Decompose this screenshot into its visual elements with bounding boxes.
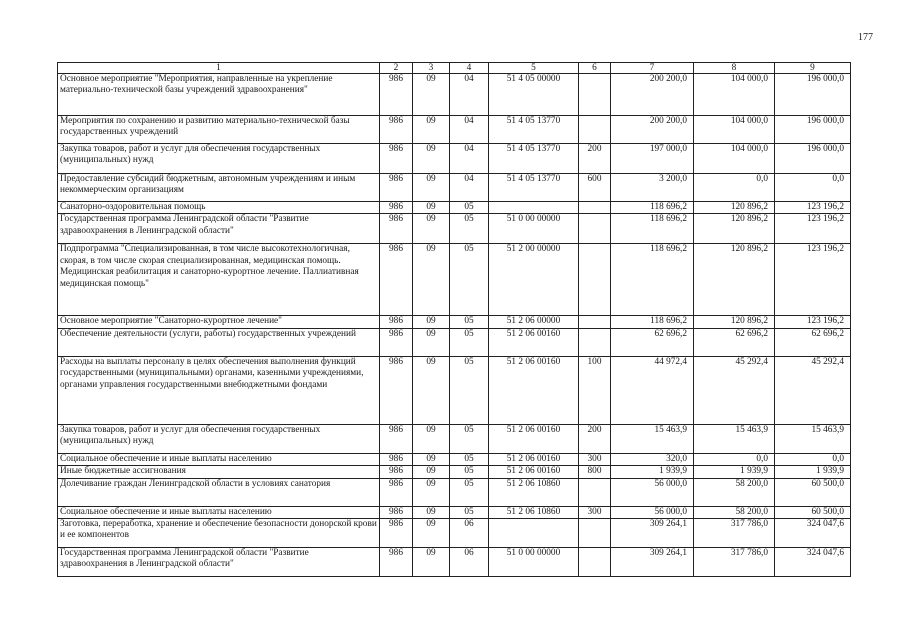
row-name-cell: Предоставление субсидий бюджетным, автономным учреждениям и иным некоммерческим организациям <box>58 174 380 202</box>
amount-year-3-cell: 123 196,2 <box>775 316 851 328</box>
target-article-cell: 51 2 06 00160 <box>489 328 579 356</box>
target-article-cell <box>489 202 579 214</box>
subsection-cell: 05 <box>450 316 489 328</box>
admin-code-cell: 986 <box>380 316 413 328</box>
table-body <box>58 63 851 577</box>
table-row <box>58 453 851 465</box>
section-cell: 09 <box>413 519 450 548</box>
subsection-cell: 06 <box>450 519 489 548</box>
subsection-cell: 05 <box>450 202 489 214</box>
amount-year-1-cell: 56 000,0 <box>611 506 694 518</box>
amount-year-3-cell: 62 696,2 <box>775 328 851 356</box>
target-article-cell: 51 2 06 00000 <box>489 316 579 328</box>
admin-code-cell: 986 <box>380 202 413 214</box>
row-name-cell: Расходы на выплаты персоналу в целях обеспечения выполнения функций государственными (муниципальными) органами, казенными учреждениями, органами управления государственными внебюджетными фондами <box>58 356 380 424</box>
target-article-cell: 51 2 00 00000 <box>489 244 579 316</box>
amount-year-1-cell: 309 264,1 <box>611 519 694 548</box>
expense-type-cell: 200 <box>579 424 611 453</box>
expense-type-cell: 100 <box>579 356 611 424</box>
amount-year-2-cell: 1 939,9 <box>694 466 775 478</box>
section-cell: 09 <box>413 424 450 453</box>
amount-year-3-cell: 123 196,2 <box>775 214 851 244</box>
admin-code-cell: 986 <box>380 424 413 453</box>
amount-year-1-cell: 62 696,2 <box>611 328 694 356</box>
amount-year-3-cell: 60 500,0 <box>775 478 851 506</box>
table-row <box>58 519 851 548</box>
table-row <box>58 174 851 202</box>
target-article-cell: 51 0 00 00000 <box>489 548 579 577</box>
section-cell: 09 <box>413 116 450 144</box>
amount-year-3-cell: 196 000,0 <box>775 144 851 174</box>
expense-type-cell <box>579 548 611 577</box>
amount-year-3-cell: 15 463,9 <box>775 424 851 453</box>
admin-code-cell: 986 <box>380 214 413 244</box>
table-row <box>58 74 851 116</box>
header-cell: 3 <box>413 63 450 74</box>
target-article-cell: 51 2 06 00160 <box>489 453 579 465</box>
header-cell: 4 <box>450 63 489 74</box>
amount-year-3-cell: 0,0 <box>775 174 851 202</box>
section-cell: 09 <box>413 328 450 356</box>
amount-year-2-cell: 45 292,4 <box>694 356 775 424</box>
expense-type-cell: 300 <box>579 506 611 518</box>
section-cell: 09 <box>413 356 450 424</box>
section-cell: 09 <box>413 548 450 577</box>
table-row <box>58 144 851 174</box>
row-name-cell: Долечивание граждан Ленинградской области в условиях санатория <box>58 478 380 506</box>
row-name-cell: Государственная программа Ленинградской области "Развитие здравоохранения в Ленинградской области" <box>58 214 380 244</box>
target-article-cell: 51 2 06 00160 <box>489 466 579 478</box>
admin-code-cell: 986 <box>380 244 413 316</box>
row-name-cell: Социальное обеспечение и иные выплаты населению <box>58 506 380 518</box>
amount-year-2-cell: 317 786,0 <box>694 519 775 548</box>
amount-year-1-cell: 1 939,9 <box>611 466 694 478</box>
section-cell: 09 <box>413 466 450 478</box>
subsection-cell: 04 <box>450 116 489 144</box>
amount-year-1-cell: 3 200,0 <box>611 174 694 202</box>
amount-year-1-cell: 118 696,2 <box>611 202 694 214</box>
amount-year-3-cell: 123 196,2 <box>775 202 851 214</box>
amount-year-2-cell: 120 896,2 <box>694 316 775 328</box>
section-cell: 09 <box>413 174 450 202</box>
expense-type-cell <box>579 214 611 244</box>
target-article-cell: 51 4 05 13770 <box>489 174 579 202</box>
header-cell: 6 <box>579 63 611 74</box>
table-row <box>58 356 851 424</box>
amount-year-2-cell: 120 896,2 <box>694 202 775 214</box>
expense-type-cell <box>579 74 611 116</box>
section-cell: 09 <box>413 506 450 518</box>
section-cell: 09 <box>413 453 450 465</box>
page-number: 177 <box>858 32 873 43</box>
subsection-cell: 05 <box>450 356 489 424</box>
expense-type-cell <box>579 519 611 548</box>
amount-year-3-cell: 123 196,2 <box>775 244 851 316</box>
table-row <box>58 214 851 244</box>
table-row <box>58 548 851 577</box>
amount-year-2-cell: 0,0 <box>694 174 775 202</box>
target-article-cell: 51 2 06 10860 <box>489 478 579 506</box>
subsection-cell: 05 <box>450 244 489 316</box>
row-name-cell: Обеспечение деятельности (услуги, работы) государственных учреждений <box>58 328 380 356</box>
header-cell: 9 <box>775 63 851 74</box>
table-row <box>58 116 851 144</box>
amount-year-2-cell: 0,0 <box>694 453 775 465</box>
budget-table <box>57 62 851 577</box>
table-row <box>58 202 851 214</box>
table-row <box>58 244 851 316</box>
admin-code-cell: 986 <box>380 548 413 577</box>
amount-year-2-cell: 15 463,9 <box>694 424 775 453</box>
subsection-cell: 05 <box>450 424 489 453</box>
header-cell: 2 <box>380 63 413 74</box>
table-row <box>58 316 851 328</box>
amount-year-3-cell: 324 047,6 <box>775 548 851 577</box>
row-name-cell: Государственная программа Ленинградской области "Развитие здравоохранения в Ленинградской области" <box>58 548 380 577</box>
amount-year-1-cell: 320,0 <box>611 453 694 465</box>
subsection-cell: 06 <box>450 548 489 577</box>
table-row <box>58 506 851 518</box>
row-name-cell: Заготовка, переработка, хранение и обеспечение безопасности донорской крови и ее компонентов <box>58 519 380 548</box>
amount-year-2-cell: 104 000,0 <box>694 74 775 116</box>
amount-year-2-cell: 58 200,0 <box>694 478 775 506</box>
admin-code-cell: 986 <box>380 519 413 548</box>
header-row <box>58 63 851 74</box>
amount-year-3-cell: 0,0 <box>775 453 851 465</box>
amount-year-1-cell: 118 696,2 <box>611 316 694 328</box>
amount-year-1-cell: 15 463,9 <box>611 424 694 453</box>
admin-code-cell: 986 <box>380 174 413 202</box>
target-article-cell: 51 2 06 10860 <box>489 506 579 518</box>
subsection-cell: 05 <box>450 453 489 465</box>
subsection-cell: 05 <box>450 214 489 244</box>
row-name-cell: Иные бюджетные ассигнования <box>58 466 380 478</box>
amount-year-3-cell: 324 047,6 <box>775 519 851 548</box>
amount-year-1-cell: 309 264,1 <box>611 548 694 577</box>
subsection-cell: 05 <box>450 478 489 506</box>
section-cell: 09 <box>413 74 450 116</box>
amount-year-2-cell: 62 696,2 <box>694 328 775 356</box>
target-article-cell: 51 2 06 00160 <box>489 424 579 453</box>
section-cell: 09 <box>413 202 450 214</box>
target-article-cell: 51 2 06 00160 <box>489 356 579 424</box>
expense-type-cell <box>579 244 611 316</box>
amount-year-3-cell: 45 292,4 <box>775 356 851 424</box>
expense-type-cell <box>579 316 611 328</box>
row-name-cell: Санаторно-оздоровительная помощь <box>58 202 380 214</box>
target-article-cell: 51 4 05 00000 <box>489 74 579 116</box>
admin-code-cell: 986 <box>380 453 413 465</box>
subsection-cell: 05 <box>450 328 489 356</box>
table-row <box>58 328 851 356</box>
subsection-cell: 05 <box>450 506 489 518</box>
admin-code-cell: 986 <box>380 74 413 116</box>
row-name-cell: Закупка товаров, работ и услуг для обеспечения государственных (муниципальных) нужд <box>58 144 380 174</box>
target-article-cell: 51 4 05 13770 <box>489 116 579 144</box>
target-article-cell <box>489 519 579 548</box>
header-cell: 7 <box>611 63 694 74</box>
table-row <box>58 466 851 478</box>
amount-year-3-cell: 196 000,0 <box>775 116 851 144</box>
amount-year-2-cell: 104 000,0 <box>694 116 775 144</box>
amount-year-2-cell: 120 896,2 <box>694 244 775 316</box>
section-cell: 09 <box>413 214 450 244</box>
amount-year-2-cell: 120 896,2 <box>694 214 775 244</box>
row-name-cell: Основное мероприятие "Мероприятия, направленные на укрепление материально-технической базы учреждений здравоохранения" <box>58 74 380 116</box>
row-name-cell: Социальное обеспечение и иные выплаты населению <box>58 453 380 465</box>
section-cell: 09 <box>413 144 450 174</box>
amount-year-3-cell: 196 000,0 <box>775 74 851 116</box>
admin-code-cell: 986 <box>380 144 413 174</box>
amount-year-1-cell: 56 000,0 <box>611 478 694 506</box>
subsection-cell: 04 <box>450 174 489 202</box>
subsection-cell: 05 <box>450 466 489 478</box>
section-cell: 09 <box>413 244 450 316</box>
expense-type-cell <box>579 116 611 144</box>
amount-year-2-cell: 58 200,0 <box>694 506 775 518</box>
expense-type-cell <box>579 478 611 506</box>
amount-year-1-cell: 197 000,0 <box>611 144 694 174</box>
amount-year-1-cell: 44 972,4 <box>611 356 694 424</box>
amount-year-1-cell: 118 696,2 <box>611 244 694 316</box>
amount-year-2-cell: 317 786,0 <box>694 548 775 577</box>
expense-type-cell <box>579 328 611 356</box>
section-cell: 09 <box>413 478 450 506</box>
expense-type-cell: 300 <box>579 453 611 465</box>
section-cell: 09 <box>413 316 450 328</box>
target-article-cell: 51 4 05 13770 <box>489 144 579 174</box>
row-name-cell: Закупка товаров, работ и услуг для обеспечения государственных (муниципальных) нужд <box>58 424 380 453</box>
header-cell: 8 <box>694 63 775 74</box>
admin-code-cell: 986 <box>380 478 413 506</box>
header-cell: 5 <box>489 63 579 74</box>
expense-type-cell: 600 <box>579 174 611 202</box>
admin-code-cell: 986 <box>380 466 413 478</box>
expense-type-cell <box>579 202 611 214</box>
table-row <box>58 478 851 506</box>
expense-type-cell: 800 <box>579 466 611 478</box>
admin-code-cell: 986 <box>380 506 413 518</box>
subsection-cell: 04 <box>450 74 489 116</box>
amount-year-3-cell: 1 939,9 <box>775 466 851 478</box>
row-name-cell: Основное мероприятие "Санаторно-курортное лечение" <box>58 316 380 328</box>
subsection-cell: 04 <box>450 144 489 174</box>
admin-code-cell: 986 <box>380 328 413 356</box>
amount-year-2-cell: 104 000,0 <box>694 144 775 174</box>
row-name-cell: Подпрограмма "Специализированная, в том числе высокотехнологичная, скорая, в том числе скорая специализированная, медицинская помощь. Медицинская реабилитация и санаторно-курортное лечение. Паллиативная медицинская помощь" <box>58 244 380 316</box>
admin-code-cell: 986 <box>380 356 413 424</box>
header-cell: 1 <box>58 63 380 74</box>
table-row <box>58 424 851 453</box>
admin-code-cell: 986 <box>380 116 413 144</box>
amount-year-1-cell: 200 200,0 <box>611 116 694 144</box>
amount-year-3-cell: 60 500,0 <box>775 506 851 518</box>
amount-year-1-cell: 118 696,2 <box>611 214 694 244</box>
expense-type-cell: 200 <box>579 144 611 174</box>
amount-year-1-cell: 200 200,0 <box>611 74 694 116</box>
row-name-cell: Мероприятия по сохранению и развитию материально-технической базы государственных учреждений <box>58 116 380 144</box>
target-article-cell: 51 0 00 00000 <box>489 214 579 244</box>
